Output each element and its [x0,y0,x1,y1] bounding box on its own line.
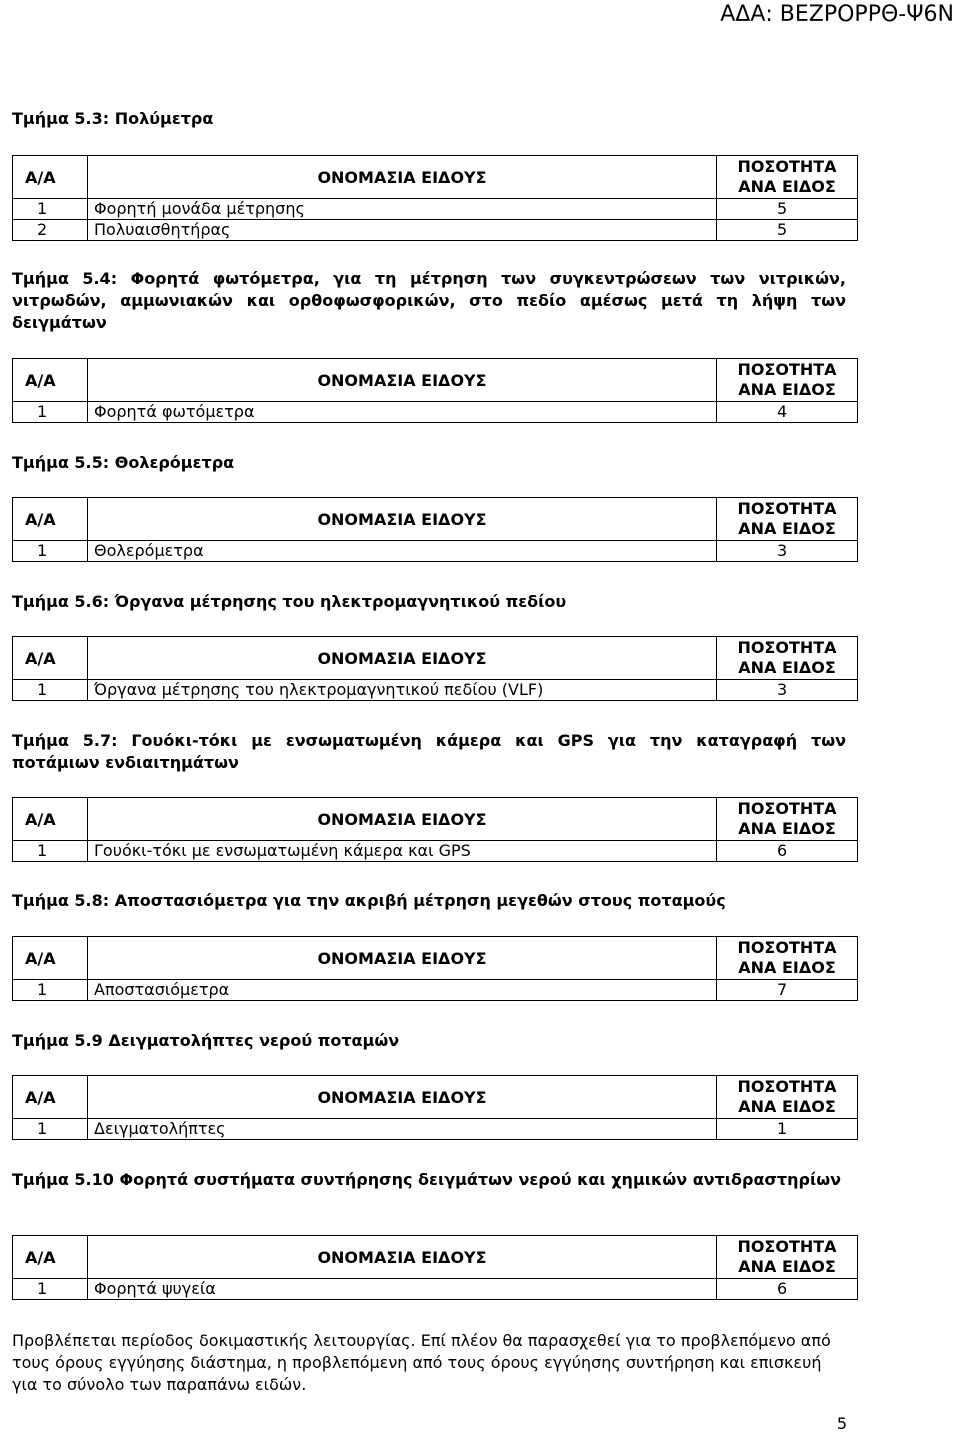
col-qty: ΠΟΣΟΤΗΤΑ ΑΝΑ ΕΙΔΟΣ [717,498,858,541]
table-row [13,199,858,220]
table-header [13,1236,858,1279]
section-title: Τμήμα 5.10 Φορητά συστήματα συντήρησης δειγμάτων νερού και χημικών αντιδραστηρίων [12,1170,842,1189]
page-number: 5 [836,1414,847,1433]
cell-qty: 5 [717,220,858,241]
col-qty: ΠΟΣΟΤΗΤΑ ΑΝΑ ΕΙΔΟΣ [717,359,858,402]
items-table [12,1235,858,1300]
col-aa: Α/Α [13,498,88,541]
cell-qty: 3 [717,541,858,562]
cell-name: Θολερόμετρα [88,541,717,562]
col-qty: ΠΟΣΟΤΗΤΑ ΑΝΑ ΕΙΔΟΣ [717,937,858,980]
cell-name: Φορητή μονάδα μέτρησης [88,199,717,220]
table-header [13,156,858,199]
table-header [13,498,858,541]
cell-aa: 1 [13,541,88,562]
table-header [13,359,858,402]
cell-qty: 4 [717,402,858,423]
cell-aa: 1 [13,841,88,862]
table-row [13,220,858,241]
table-header [13,798,858,841]
section-title: Τμήμα 5.9 Δειγματολήπτες νερού ποταμών [12,1031,400,1050]
col-name: ΟΝΟΜΑΣΙΑ ΕΙΔΟΥΣ [88,798,717,841]
cell-name: Γουόκι-τόκι με ενσωματωμένη κάμερα και GPS [88,841,717,862]
section-title: Τμήμα 5.3: Πολύμετρα [12,109,214,128]
col-name: ΟΝΟΜΑΣΙΑ ΕΙΔΟΥΣ [88,359,717,402]
cell-name: Φορητά ψυγεία [88,1279,717,1300]
col-aa: Α/Α [13,798,88,841]
table-row [13,841,858,862]
cell-aa: 1 [13,402,88,423]
items-table [12,936,858,1001]
col-aa: Α/Α [13,359,88,402]
table-row [13,402,858,423]
items-table [12,358,858,423]
col-qty: ΠΟΣΟΤΗΤΑ ΑΝΑ ΕΙΔΟΣ [717,156,858,199]
items-table [12,155,858,241]
col-name: ΟΝΟΜΑΣΙΑ ΕΙΔΟΥΣ [88,637,717,680]
col-qty: ΠΟΣΟΤΗΤΑ ΑΝΑ ΕΙΔΟΣ [717,798,858,841]
col-aa: Α/Α [13,937,88,980]
section-title: Τμήμα 5.5: Θολερόμετρα [12,453,235,472]
table-row [13,1119,858,1140]
table-row [13,980,858,1001]
section-title: Τμήμα 5.6: Όργανα μέτρησης του ηλεκτρομαγνητικού πεδίου [12,592,567,611]
cell-name: Αποστασιόμετρα [88,980,717,1001]
cell-qty: 6 [717,841,858,862]
cell-aa: 1 [13,980,88,1001]
col-name: ΟΝΟΜΑΣΙΑ ΕΙΔΟΥΣ [88,937,717,980]
table-row [13,541,858,562]
col-name: ΟΝΟΜΑΣΙΑ ΕΙΔΟΥΣ [88,1076,717,1119]
footer-note: Προβλέπεται περίοδος δοκιμαστικής λειτουργίας. Επί πλέον θα παρασχεθεί για το προβλεπόμενο από τους όρους εγγύησης διάστημα, η προβλεπόμενη από τους όρους εγγύησης συντήρηση και επισκευή για το σύνολο των παραπάνω ειδών. [12,1331,831,1394]
col-name: ΟΝΟΜΑΣΙΑ ΕΙΔΟΥΣ [88,1236,717,1279]
document-code: ΑΔΑ: ΒΕΖΡΟΡΡΘ-Ψ6Ν [720,2,954,27]
cell-name: Δειγματολήπτες [88,1119,717,1140]
col-qty: ΠΟΣΟΤΗΤΑ ΑΝΑ ΕΙΔΟΣ [717,1236,858,1279]
cell-aa: 1 [13,1279,88,1300]
items-table [12,1075,858,1140]
cell-aa: 1 [13,1119,88,1140]
cell-aa: 1 [13,680,88,701]
cell-name: Φορητά φωτόμετρα [88,402,717,423]
section-title: Τμήμα 5.8: Αποστασιόμετρα για την ακριβή μέτρηση μεγεθών στους ποταμούς [12,891,726,910]
section-title: Τμήμα 5.7: Γουόκι-τόκι με ενσωματωμένη κάμερα και GPS για την καταγραφή των ποτάμιων ενδιαιτημάτων [12,731,846,772]
col-aa: Α/Α [13,1076,88,1119]
cell-qty: 1 [717,1119,858,1140]
col-aa: Α/Α [13,156,88,199]
items-table [12,797,858,862]
cell-aa: 2 [13,220,88,241]
table-row [13,680,858,701]
col-name: ΟΝΟΜΑΣΙΑ ΕΙΔΟΥΣ [88,156,717,199]
cell-qty: 7 [717,980,858,1001]
cell-name: Όργανα μέτρησης του ηλεκτρομαγνητικού πεδίου (VLF) [88,680,717,701]
cell-qty: 5 [717,199,858,220]
cell-qty: 6 [717,1279,858,1300]
col-qty: ΠΟΣΟΤΗΤΑ ΑΝΑ ΕΙΔΟΣ [717,1076,858,1119]
col-qty: ΠΟΣΟΤΗΤΑ ΑΝΑ ΕΙΔΟΣ [717,637,858,680]
col-aa: Α/Α [13,637,88,680]
table-row [13,1279,858,1300]
cell-qty: 3 [717,680,858,701]
col-aa: Α/Α [13,1236,88,1279]
cell-name: Πολυαισθητήρας [88,220,717,241]
section-title: Τμήμα 5.4: Φορητά φωτόμετρα, για τη μέτρηση των συγκεντρώσεων των νιτρικών, νιτρωδών, αμμωνιακών και ορθοφωσφορικών, στο πεδίο αμέσως μετά τη λήψη των δειγμάτων [12,269,846,332]
table-header [13,937,858,980]
col-name: ΟΝΟΜΑΣΙΑ ΕΙΔΟΥΣ [88,498,717,541]
table-header [13,637,858,680]
items-table [12,497,858,562]
table-header [13,1076,858,1119]
cell-aa: 1 [13,199,88,220]
items-table [12,636,858,701]
